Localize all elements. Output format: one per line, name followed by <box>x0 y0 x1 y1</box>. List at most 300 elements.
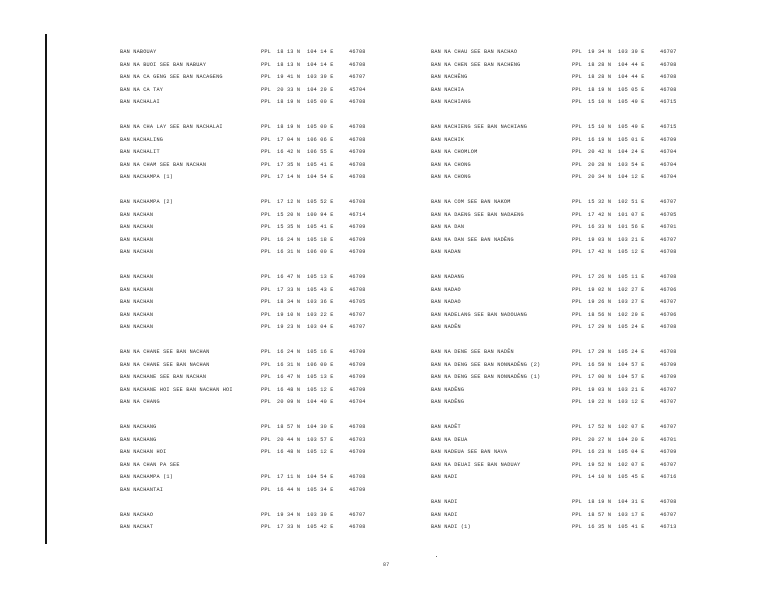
entry-class: PPL <box>572 74 582 80</box>
entry-latitude: 16 33 N <box>588 224 612 230</box>
gazetteer-entry <box>431 287 731 300</box>
entry-latitude: 17 42 N <box>588 249 612 255</box>
entry-name: BAN NADI <box>431 474 458 480</box>
entry-longitude: 105 24 E <box>618 324 645 330</box>
entry-name: BAN NA CA GENG SEE BAN NACAGENG <box>120 74 223 80</box>
entry-map-code: 46708 <box>349 174 366 180</box>
entry-latitude: 19 41 N <box>277 74 301 80</box>
entry-name: BAN NACHAN <box>120 324 154 330</box>
entry-longitude: 103 17 E <box>618 511 645 518</box>
entry-latitude: 18 28 N <box>588 61 612 68</box>
entry-class: PPL <box>261 486 271 493</box>
entry-class: PPL <box>261 99 271 105</box>
binding-edge-line <box>45 34 47 544</box>
entry-class: PPL <box>572 399 582 405</box>
entry-class: PPL <box>572 461 582 468</box>
scan-speck <box>436 556 437 557</box>
entry-longitude: 105 12 E <box>618 249 645 255</box>
entry-latitude: 17 33 N <box>277 286 301 293</box>
gazetteer-entry <box>120 437 420 450</box>
entry-class: PPL <box>572 374 582 380</box>
entry-latitude: 19 10 N <box>277 311 301 318</box>
entry-latitude: 20 44 N <box>277 436 301 443</box>
entry-longitude: 103 39 E <box>307 74 334 80</box>
entry-name: BAN NA CHANE SEE BAN NACHAN <box>120 349 210 355</box>
entry-class: PPL <box>572 124 582 130</box>
entry-longitude: 104 57 E <box>618 374 645 380</box>
entry-latitude: 15 35 N <box>277 224 301 230</box>
entry-longitude: 103 21 E <box>618 386 645 393</box>
entry-map-code: 46708 <box>349 199 366 205</box>
entry-longitude: 105 05 E <box>618 86 645 93</box>
entry-map-code: 46706 <box>660 286 677 293</box>
entry-name: BAN NADI (1) <box>431 524 471 530</box>
entry-map-code: 46707 <box>660 399 677 405</box>
gazetteer-entry <box>120 362 420 375</box>
entry-name: BAN NACHANE SEE BAN NACHAN <box>120 374 207 380</box>
entry-map-code: 46709 <box>349 374 366 380</box>
entry-name: BAN NADANG <box>431 274 465 280</box>
entry-name: BAN NADĚNG <box>431 386 465 393</box>
gazetteer-entry <box>120 249 420 262</box>
entry-map-code: 46707 <box>660 461 677 468</box>
entry-class: PPL <box>261 524 271 530</box>
entry-class: PPL <box>572 361 582 368</box>
entry-map-code: 46704 <box>349 399 366 405</box>
gazetteer-entry <box>120 274 420 287</box>
entry-class: PPL <box>572 211 582 218</box>
entry-name: BAN NACHAT <box>120 524 154 530</box>
entry-latitude: 20 33 N <box>277 86 301 93</box>
entry-class: PPL <box>261 511 271 518</box>
entry-class: PPL <box>261 149 271 155</box>
entry-name: BAN NADELANG SEE BAN NADOUANG <box>431 311 528 318</box>
entry-latitude: 19 02 N <box>588 286 612 293</box>
gazetteer-entry <box>431 174 731 187</box>
entry-name: BAN NACHAN <box>120 224 154 230</box>
entry-longitude: 105 00 E <box>307 124 334 130</box>
gazetteer-entry <box>120 449 420 462</box>
entry-gap <box>431 262 731 275</box>
entry-name: BAN NA DAENG SEE BAN NADAENG <box>431 211 524 218</box>
entry-class: PPL <box>572 286 582 293</box>
entry-class: PPL <box>261 136 271 143</box>
gazetteer-entry <box>120 137 420 150</box>
entry-latitude: 16 42 N <box>277 149 301 155</box>
entry-name: BAN NACHAN <box>120 311 154 318</box>
entry-class: PPL <box>261 86 271 93</box>
entry-class: PPL <box>572 174 582 180</box>
entry-name: BAN NACHAN HOI <box>120 449 167 455</box>
entry-map-code: 46709 <box>349 361 366 368</box>
gazetteer-entry <box>431 124 731 137</box>
entry-class: PPL <box>572 99 582 105</box>
entry-class: PPL <box>261 124 271 130</box>
entry-latitude: 18 57 N <box>277 424 301 430</box>
entry-latitude: 16 31 N <box>277 249 301 255</box>
gazetteer-entry <box>431 149 731 162</box>
entry-name: BAN NACHIANG <box>431 99 471 105</box>
entry-class: PPL <box>261 174 271 180</box>
entry-name: BAN NACHAN <box>120 249 154 255</box>
entry-class: PPL <box>261 211 271 218</box>
entry-name: BAN NA DENG SEE BAN NONNADĚNG (1) <box>431 374 541 380</box>
entry-longitude: 102 07 E <box>618 461 645 468</box>
entry-longitude: 101 56 E <box>618 224 645 230</box>
entry-map-code: 46708 <box>349 136 366 143</box>
entry-name: BAN NACHAMPA (1) <box>120 174 174 180</box>
entry-latitude: 19 23 N <box>277 324 301 330</box>
entry-latitude: 17 00 N <box>588 374 612 380</box>
gazetteer-entry <box>431 424 731 437</box>
gazetteer-entry <box>120 424 420 437</box>
entry-longitude: 105 41 E <box>307 161 334 168</box>
entry-map-code: 46708 <box>349 49 366 55</box>
entry-longitude: 104 12 E <box>618 174 645 180</box>
entry-longitude: 101 07 E <box>618 211 645 218</box>
entry-latitude: 15 10 N <box>588 124 612 130</box>
entry-gap <box>120 262 420 275</box>
entry-map-code: 46708 <box>660 86 677 93</box>
entry-class: PPL <box>572 436 582 443</box>
gazetteer-entry <box>431 524 731 537</box>
entry-latitude: 17 35 N <box>277 161 301 168</box>
entry-class: PPL <box>572 224 582 230</box>
entry-name: BAN NA DENG SEE BAN NONNADĚNG (2) <box>431 361 541 368</box>
entry-class: PPL <box>572 61 582 68</box>
entry-map-code: 46706 <box>660 311 677 318</box>
entry-longitude: 103 39 E <box>618 49 645 55</box>
gazetteer-entry <box>120 99 420 112</box>
entry-latitude: 18 13 N <box>277 49 301 55</box>
gazetteer-entry <box>120 199 420 212</box>
entry-name: BAN NACHANE HOI SEE BAN NACHAN HOI <box>120 386 233 393</box>
gazetteer-entry <box>120 212 420 225</box>
entry-latitude: 16 48 N <box>277 449 301 455</box>
entry-longitude: 105 34 E <box>307 486 334 493</box>
entry-map-code: 46715 <box>660 124 677 130</box>
entry-longitude: 105 18 E <box>307 236 334 243</box>
entry-class: PPL <box>572 511 582 518</box>
entry-name: BAN NA CA TAY <box>120 86 164 93</box>
entry-longitude: 102 51 E <box>618 199 645 205</box>
entry-name: BAN NA DEUA <box>431 436 468 443</box>
entry-longitude: 104 44 E <box>618 74 645 80</box>
left-column <box>120 49 420 537</box>
entry-gap <box>431 412 731 425</box>
entry-class: PPL <box>572 524 582 530</box>
entry-map-code: 46708 <box>660 61 677 68</box>
gazetteer-entry <box>431 299 731 312</box>
entry-latitude: 17 42 N <box>588 211 612 218</box>
entry-longitude: 105 13 E <box>307 374 334 380</box>
entry-longitude: 104 29 E <box>307 86 334 93</box>
page-number: 87 <box>383 562 390 568</box>
entry-latitude: 17 26 N <box>588 274 612 280</box>
entry-longitude: 102 29 E <box>618 311 645 318</box>
entry-name: BAN NACHAO <box>120 511 154 518</box>
entry-class: PPL <box>572 86 582 93</box>
entry-map-code: 46704 <box>660 149 677 155</box>
entry-longitude: 104 24 E <box>618 149 645 155</box>
entry-map-code: 46707 <box>660 386 677 393</box>
entry-name: BAN NACHANTAI <box>120 486 164 493</box>
entry-name: BAN NACHALING <box>120 136 164 143</box>
entry-map-code: 46713 <box>660 524 677 530</box>
entry-map-code: 46707 <box>660 199 677 205</box>
entry-map-code: 46707 <box>349 324 366 330</box>
entry-name: BAN NACHIK <box>431 136 465 143</box>
entry-map-code: 46707 <box>660 299 677 305</box>
entry-map-code: 46708 <box>660 324 677 330</box>
entry-name: BAN NADAO <box>431 286 461 293</box>
entry-latitude: 19 03 N <box>588 386 612 393</box>
entry-name: BAN NACHAMPA (1) <box>120 474 174 480</box>
entry-name: BAN NABOUAY <box>120 49 157 55</box>
entry-class: PPL <box>261 286 271 293</box>
entry-name: BAN NACHAN <box>120 211 154 218</box>
entry-map-code: 46708 <box>349 424 366 430</box>
entry-class: PPL <box>261 436 271 443</box>
gazetteer-entry <box>120 162 420 175</box>
entry-gap <box>120 337 420 350</box>
gazetteer-entry <box>120 62 420 75</box>
entry-longitude: 104 54 E <box>307 474 334 480</box>
entry-latitude: 18 19 N <box>277 124 301 130</box>
entry-longitude: 105 41 E <box>618 524 645 530</box>
entry-latitude: 15 32 N <box>588 199 612 205</box>
entry-latitude: 17 04 N <box>277 136 301 143</box>
gazetteer-entry <box>431 137 731 150</box>
entry-class: PPL <box>572 149 582 155</box>
entry-latitude: 14 10 N <box>588 474 612 480</box>
entry-longitude: 105 52 E <box>307 199 334 205</box>
entry-class: PPL <box>261 49 271 55</box>
entry-latitude: 18 28 N <box>588 74 612 80</box>
entry-latitude: 18 57 N <box>588 511 612 518</box>
entry-gap <box>431 112 731 125</box>
entry-map-code: 46705 <box>349 299 366 305</box>
entry-latitude: 20 42 N <box>588 149 612 155</box>
entry-longitude: 102 27 E <box>618 286 645 293</box>
gazetteer-entry <box>431 199 731 212</box>
entry-longitude: 106 00 E <box>307 249 334 255</box>
gazetteer-entry <box>120 287 420 300</box>
entry-map-code: 46708 <box>349 61 366 68</box>
gazetteer-entry <box>120 374 420 387</box>
entry-gap <box>120 499 420 512</box>
entry-class: PPL <box>572 136 582 143</box>
entry-map-code: 46708 <box>660 349 677 355</box>
gazetteer-entry <box>431 224 731 237</box>
entry-longitude: 105 43 E <box>307 286 334 293</box>
entry-longitude: 105 13 E <box>307 274 334 280</box>
entry-name: BAN NACHAN <box>120 286 154 293</box>
gazetteer-entry <box>120 487 420 500</box>
entry-longitude: 105 24 E <box>618 349 645 355</box>
entry-name: BAN NACHIA <box>431 86 465 93</box>
entry-gap <box>120 412 420 425</box>
entry-map-code: 46708 <box>349 474 366 480</box>
entry-class: PPL <box>261 299 271 305</box>
entry-name: BAN NADAO <box>431 299 461 305</box>
gazetteer-entry <box>120 124 420 137</box>
entry-name: BAN NACHAN <box>120 299 154 305</box>
entry-class: PPL <box>572 249 582 255</box>
entry-latitude: 19 22 N <box>588 399 612 405</box>
entry-longitude: 103 27 E <box>618 299 645 305</box>
entry-latitude: 17 12 N <box>277 199 301 205</box>
entry-latitude: 16 47 N <box>277 374 301 380</box>
entry-longitude: 103 04 E <box>307 324 334 330</box>
entry-latitude: 15 10 N <box>588 99 612 105</box>
gazetteer-entry <box>431 499 731 512</box>
entry-name: BAN NACHAN <box>120 236 154 243</box>
entry-class: PPL <box>261 449 271 455</box>
entry-longitude: 105 49 E <box>618 124 645 130</box>
gazetteer-entry <box>431 399 731 412</box>
entry-map-code: 46708 <box>349 524 366 530</box>
entry-map-code: 46708 <box>349 124 366 130</box>
entry-map-code: 46707 <box>660 236 677 243</box>
entry-longitude: 103 57 E <box>307 436 334 443</box>
gazetteer-entry <box>431 87 731 100</box>
entry-longitude: 104 40 E <box>307 399 334 405</box>
entry-class: PPL <box>261 74 271 80</box>
entry-longitude: 105 42 E <box>307 524 334 530</box>
entry-longitude: 105 12 E <box>307 386 334 393</box>
entry-latitude: 16 44 N <box>277 486 301 493</box>
entry-name: BAN NACHIENG SEE BAN NACHIANG <box>431 124 528 130</box>
entry-map-code: 46703 <box>349 436 366 443</box>
entry-gap <box>431 187 731 200</box>
entry-longitude: 104 57 E <box>618 361 645 368</box>
entry-name: BAN NA COM SEE BAN NAKOM <box>431 199 511 205</box>
entry-name: BAN NADAN <box>431 249 461 255</box>
entry-name: BAN NA CHAN PA SEE <box>120 461 180 468</box>
entry-class: PPL <box>572 386 582 393</box>
entry-longitude: 105 41 E <box>307 224 334 230</box>
gazetteer-entry <box>431 462 731 475</box>
gazetteer-entry <box>431 274 731 287</box>
entry-name: BAN NACHĚNG <box>431 74 468 80</box>
entry-name: BAN NACHANG <box>120 436 157 443</box>
entry-name: BAN NA CHANE SEE BAN NACHAN <box>120 361 210 368</box>
entry-name: BAN NADEUA SEE BAN NAVA <box>431 449 508 455</box>
entry-gap <box>120 112 420 125</box>
entry-gap <box>431 487 731 500</box>
entry-name: BAN NA DEUAI SEE BAN NADUAY <box>431 461 521 468</box>
entry-longitude: 103 36 E <box>307 299 334 305</box>
entry-latitude: 20 34 N <box>588 174 612 180</box>
entry-map-code: 46707 <box>349 311 366 318</box>
entry-longitude: 105 12 E <box>307 449 334 455</box>
entry-latitude: 17 52 N <box>588 424 612 430</box>
entry-class: PPL <box>572 499 582 505</box>
gazetteer-entry <box>120 174 420 187</box>
gazetteer-entry <box>431 62 731 75</box>
entry-latitude: 18 34 N <box>277 299 301 305</box>
right-column <box>431 49 731 537</box>
entry-map-code: 46709 <box>349 274 366 280</box>
entry-latitude: 15 20 N <box>277 211 301 218</box>
entry-name: BAN NADĚN <box>431 324 461 330</box>
entry-longitude: 104 44 E <box>618 61 645 68</box>
entry-longitude: 104 14 E <box>307 61 334 68</box>
entry-longitude: 104 54 E <box>307 174 334 180</box>
entry-latitude: 16 59 N <box>588 361 612 368</box>
entry-latitude: 17 33 N <box>277 524 301 530</box>
gazetteer-entry <box>431 362 731 375</box>
gazetteer-entry <box>431 437 731 450</box>
entry-class: PPL <box>572 474 582 480</box>
entry-map-code: 46709 <box>349 349 366 355</box>
entry-class: PPL <box>261 349 271 355</box>
entry-map-code: 46708 <box>349 286 366 293</box>
gazetteer-entry <box>120 224 420 237</box>
gazetteer-entry <box>120 462 420 475</box>
entry-class: PPL <box>261 61 271 68</box>
entry-longitude: 104 30 E <box>307 424 334 430</box>
entry-class: PPL <box>261 249 271 255</box>
entry-class: PPL <box>261 474 271 480</box>
gazetteer-entry <box>431 49 731 62</box>
entry-class: PPL <box>572 311 582 318</box>
entry-map-code: 46704 <box>660 161 677 168</box>
entry-latitude: 20 27 N <box>588 436 612 443</box>
entry-longitude: 103 54 E <box>618 161 645 168</box>
gazetteer-entry <box>120 149 420 162</box>
entry-name: BAN NA DAN <box>431 224 465 230</box>
entry-map-code: 46701 <box>660 436 677 443</box>
entry-longitude: 103 39 E <box>307 511 334 518</box>
entry-name: BAN NA CHA LAY SEE BAN NACHALAI <box>120 124 223 130</box>
entry-latitude: 19 52 N <box>588 461 612 468</box>
gazetteer-entry <box>431 312 731 325</box>
gazetteer-entry <box>431 449 731 462</box>
gazetteer-entry <box>120 87 420 100</box>
entry-map-code: 46701 <box>660 224 677 230</box>
entry-class: PPL <box>572 349 582 355</box>
entry-name: BAN NA BUOI SEE BAN NABUAY <box>120 61 207 68</box>
entry-map-code: 46708 <box>660 274 677 280</box>
entry-name: BAN NACHALAI <box>120 99 160 105</box>
entry-map-code: 46705 <box>660 211 677 218</box>
entry-map-code: 46709 <box>349 386 366 393</box>
entry-map-code: 46709 <box>660 136 677 143</box>
entry-class: PPL <box>261 374 271 380</box>
entry-name: BAN NADI <box>431 511 458 518</box>
entry-map-code: 46707 <box>660 49 677 55</box>
entry-latitude: 17 29 N <box>588 349 612 355</box>
entry-latitude: 16 24 N <box>277 236 301 243</box>
entry-longitude: 106 06 E <box>307 136 334 143</box>
entry-map-code: 46715 <box>660 99 677 105</box>
entry-map-code: 46707 <box>349 74 366 80</box>
entry-latitude: 17 29 N <box>588 324 612 330</box>
entry-latitude: 17 11 N <box>277 474 301 480</box>
entry-longitude: 105 04 E <box>618 449 645 455</box>
entry-class: PPL <box>572 161 582 168</box>
entry-name: BAN NADĚNG <box>431 399 465 405</box>
gazetteer-entry <box>431 324 731 337</box>
entry-name: BAN NACHAN <box>120 274 154 280</box>
entry-latitude: 16 47 N <box>277 274 301 280</box>
entry-latitude: 18 13 N <box>277 61 301 68</box>
entry-map-code: 46707 <box>349 511 366 518</box>
entry-class: PPL <box>261 386 271 393</box>
entry-longitude: 105 00 E <box>307 99 334 105</box>
